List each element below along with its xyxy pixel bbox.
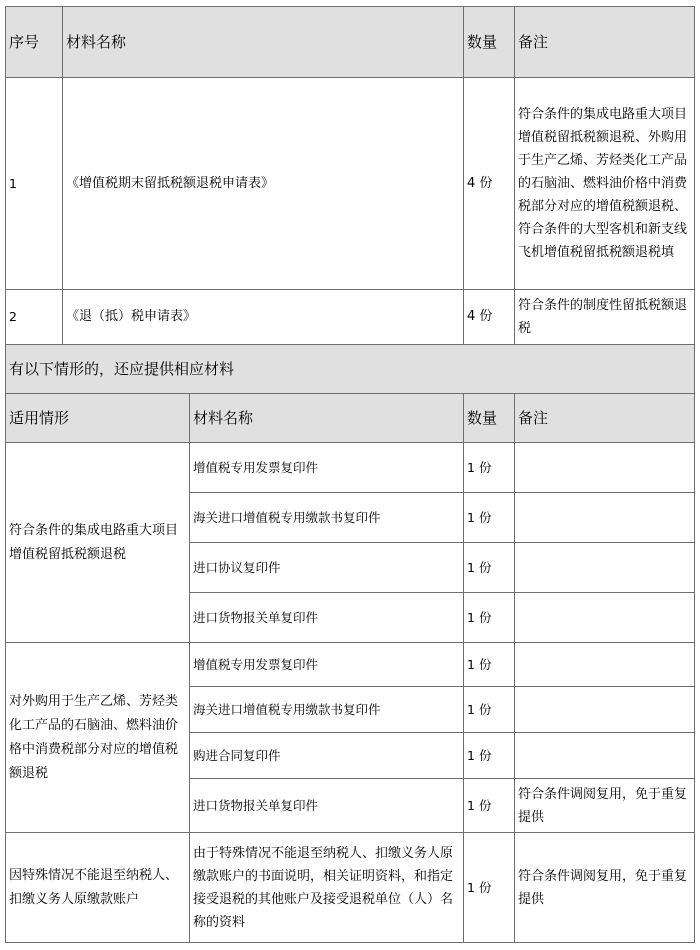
material-name-cell: 增值税专用发票复印件	[190, 443, 464, 493]
main-header-row	[6, 7, 695, 78]
header-situation: 适用情形	[6, 394, 190, 443]
quantity-cell: 1 份	[464, 593, 515, 643]
header-material-name: 材料名称	[190, 394, 464, 443]
material-name-cell: 海关进口增值税专用缴款书复印件	[190, 493, 464, 543]
row-quantity: 4 份	[464, 78, 515, 290]
row-no: 2	[6, 290, 63, 345]
situation-cell: 因特殊情况不能退至纳税人、扣缴义务人原缴款账户	[6, 833, 190, 943]
header-remark: 备注	[515, 7, 695, 78]
remark-cell: 符合条件调阅复用，免于重复提供	[515, 833, 695, 943]
quantity-cell: 1 份	[464, 643, 515, 687]
remark-cell	[515, 543, 695, 593]
situation-cell: 对外购用于生产乙烯、芳烃类化工产品的石脑油、燃料油价格中消费税部分对应的增值税额退税	[6, 643, 190, 833]
material-name-cell: 进口货物报关单复印件	[190, 779, 464, 833]
quantity-cell: 1 份	[464, 443, 515, 493]
remark-cell	[515, 643, 695, 687]
material-name-cell: 进口协议复印件	[190, 543, 464, 593]
quantity-cell: 1 份	[464, 687, 515, 733]
remark-cell	[515, 593, 695, 643]
remark-cell: 符合条件调阅复用，免于重复提供	[515, 779, 695, 833]
row-no: 1	[6, 78, 63, 290]
remark-cell	[515, 493, 695, 543]
section-title-row	[6, 345, 695, 394]
header-no: 序号	[6, 7, 63, 78]
header-quantity: 数量	[464, 7, 515, 78]
remark-cell	[515, 687, 695, 733]
quantity-cell: 1 份	[464, 543, 515, 593]
material-name-cell: 购进合同复印件	[190, 733, 464, 779]
row-material-name: 《增值税期末留抵税额退税申请表》	[63, 78, 464, 290]
row-remark: 符合条件的集成电路重大项目增值税留抵税额退税、外购用于生产乙烯、芳烃类化工产品的石脑油、燃料油价格中消费税部分对应的增值税额退税、符合条件的大型客机和新支线飞机增值税留抵税额退税填	[515, 78, 695, 290]
row-material-name: 《退（抵）税申请表》	[63, 290, 464, 345]
materials-table	[5, 6, 695, 943]
row-remark: 符合条件的制度性留抵税额退税	[515, 290, 695, 345]
sub-header-row	[6, 394, 695, 443]
material-name-cell: 增值税专用发票复印件	[190, 643, 464, 687]
remark-cell	[515, 733, 695, 779]
header-material-name: 材料名称	[63, 7, 464, 78]
table-row	[6, 443, 695, 493]
remark-cell	[515, 443, 695, 493]
table-row	[6, 78, 695, 290]
quantity-cell: 1 份	[464, 779, 515, 833]
table-row	[6, 290, 695, 345]
quantity-cell: 1 份	[464, 833, 515, 943]
material-name-cell: 由于特殊情况不能退至纳税人、扣缴义务人原缴款账户的书面说明，相关证明资料，和指定接受退税的其他账户及接受退税单位（人）名称的资料	[190, 833, 464, 943]
table-row	[6, 643, 695, 687]
situation-cell: 符合条件的集成电路重大项目增值税留抵税额退税	[6, 443, 190, 643]
quantity-cell: 1 份	[464, 493, 515, 543]
section-title: 有以下情形的，还应提供相应材料	[6, 345, 695, 394]
row-quantity: 4 份	[464, 290, 515, 345]
table-row	[6, 833, 695, 943]
header-quantity: 数量	[464, 394, 515, 443]
header-remark: 备注	[515, 394, 695, 443]
materials-document	[5, 6, 694, 943]
material-name-cell: 海关进口增值税专用缴款书复印件	[190, 687, 464, 733]
material-name-cell: 进口货物报关单复印件	[190, 593, 464, 643]
quantity-cell: 1 份	[464, 733, 515, 779]
